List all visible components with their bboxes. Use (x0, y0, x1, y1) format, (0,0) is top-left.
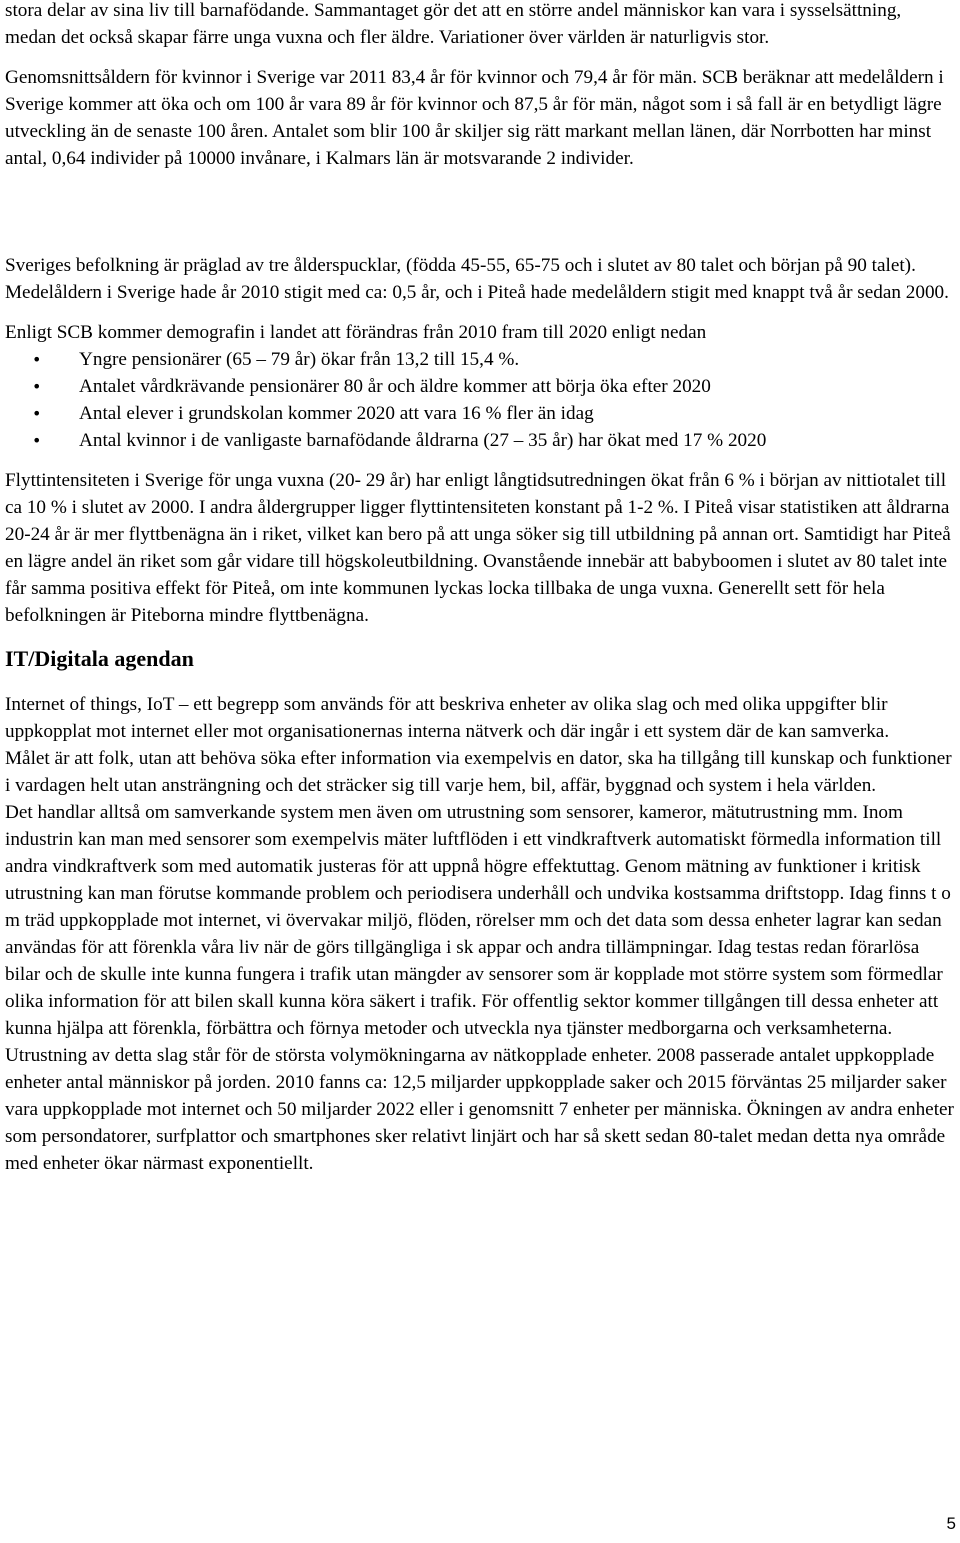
paragraph-iot-systems: Det handlar alltså om samverkande system men även om utrustning som sensorer, kameror, mätutrustning mm. Inom industrin kan man med sensorer som exempelvis mäter luftflöden i ett vindkraftverk automatiskt förmedla information till andra vindkraftverk som med automatik justeras för att uppnå högre effektuttag. Genom mätning av funktioner i kritisk utrustning kan man förutse kommande problem och periodisera underhåll och undvika kostsamma driftstopp. Idag finns t o m träd uppkopplade mot internet, vi övervakar miljö, flöden, rörelser mm och det data som dessa enheter lagrar kan sedan användas för att förenkla våra liv när de görs tillgängliga i sk appar och andra tillämpningar. Idag testas redan förarlösa bilar och de skulle inte kunna fungera i trafik utan mängder av sensorer som är kopplade mot större system som förmedlar olika information för att bilen skall kunna köra säkert i trafik. För offentlig sektor kommer tillgången till dessa enheter att kunna hjälpa att förenkla, förbättra och förnya metoder och utveckla nya tjänster medborgarna och verksamheterna. Utrustning av detta slag står för de största volymökningarna av nätkopplade enheter. 2008 passerade antalet uppkopplade enheter antal människor på jorden. 2010 fanns ca: 12,5 miljarder uppkopplade saker och 2015 förväntas 25 miljarder saker vara uppkopplade mot internet och 50 miljarder 2022 eller i genomsnitt 7 enheter per människa. Ökningen av andra enheter som persondatorer, surfplattor och smartphones sker relativt linjärt och har så skett sedan 80-talet medan detta nya område med enheter ökar närmast exponentiellt. (5, 802, 954, 1175)
section-heading: IT/Digitala agendan (5, 646, 194, 671)
document-page (5, 0, 955, 1177)
list-item (5, 373, 955, 400)
paragraph-iot-definition: Internet of things, IoT – ett begrepp som används för att beskriva enheter av olika slag och med olika uppgifter blir uppkopplat mot internet eller mot organisationernas interna nätverk och där ingår i ett system där de kan samverka. (5, 694, 890, 743)
paragraph-iot-goal: Målet är att folk, utan att behöva söka efter information via exempelvis en dator, ska ha tillgång till kunskap och funktioner i vardagen helt utan ansträngning och det sträcker sig till varje hem, bil, affär, byggnad och system i hela världen. (5, 748, 952, 797)
bullet-icon: • (32, 377, 42, 396)
list-item (5, 400, 955, 427)
paragraph-migration-intensity: Flyttintensiteten i Sverige för unga vuxna (20- 29 år) har enligt långtidsutredningen ökat från 6 % i början av nittiotalet till ca 10 % i slutet av 2000. I andra åldergrupper ligger flyttintensiteten konstant på 1-2 %. I Piteå visar statistiken att åldrarna 20-24 år är mer flyttbenägna än i riket, vilket kan bero på att unga söker sig till utbildning på annan ort. Samtidigt har Piteå en lägre andel än riket som går vidare till högskoleutbildning. Ovanstående innebär att babyboomen i slutet av 80 talet inte får samma positiva effekt för Piteå, om inte kommunen lyckas locka tillbaka de unga vuxna. Generellt sett för hela befolkningen är Piteborna mindre flyttbenägna. (5, 470, 951, 626)
paragraph-life-expectancy: Genomsnittsåldern för kvinnor i Sverige var 2011 83,4 år för kvinnor och 79,4 år för män. SCB beräknar att medelåldern i Sverige kommer att öka och om 100 år vara 89 år för kvinnor och 87,5 år för män, något som i så fall är en betydligt lägre utveckling än de senaste 100 åren. Antalet som blir 100 år skiljer sig rätt markant mellan länen, där Norrbotten har minst antal, 0,64 individer på 10000 invånare, i Kalmars län är motsvarande 2 individer. (5, 67, 944, 169)
list-item (5, 427, 955, 454)
paragraph-demographics-intro: stora delar av sina liv till barnafödande. Sammantaget gör det att en större andel människor kan vara i sysselsättning, medan det också skapar färre unga vuxna och fler äldre. Variationer över världen är naturligvis stor. (5, 0, 902, 48)
forecast-bullet-list (5, 346, 955, 454)
bullet-icon: • (32, 404, 42, 423)
page-number: 5 (946, 1514, 956, 1533)
list-item (5, 346, 955, 373)
list-item-text: Antal kvinnor i de vanligaste barnafödande åldrarna (27 – 35 år) har ökat med 17 % 2020 (79, 430, 767, 451)
paragraph-scb-forecast-intro: Enligt SCB kommer demografin i landet att förändras från 2010 fram till 2020 enligt nedan (5, 322, 707, 343)
paragraph-age-humps: Sveriges befolkning är präglad av tre ålderspucklar, (födda 45-55, 65-75 och i slutet av 80 talet och början på 90 talet). Medelåldern i Sverige hade år 2010 stigit med ca: 0,5 år, och i Piteå hade medelåldern stigit med knappt två år sedan 2000. (5, 255, 949, 303)
list-item-text: Antal elever i grundskolan kommer 2020 att vara 16 % fler än idag (79, 403, 594, 424)
bullet-icon: • (32, 431, 42, 450)
list-item-text: Antalet vårdkrävande pensionärer 80 år och äldre kommer att börja öka efter 2020 (79, 376, 711, 397)
list-item-text: Yngre pensionärer (65 – 79 år) ökar från 13,2 till 15,4 %. (79, 349, 520, 370)
bullet-icon: • (32, 350, 42, 369)
